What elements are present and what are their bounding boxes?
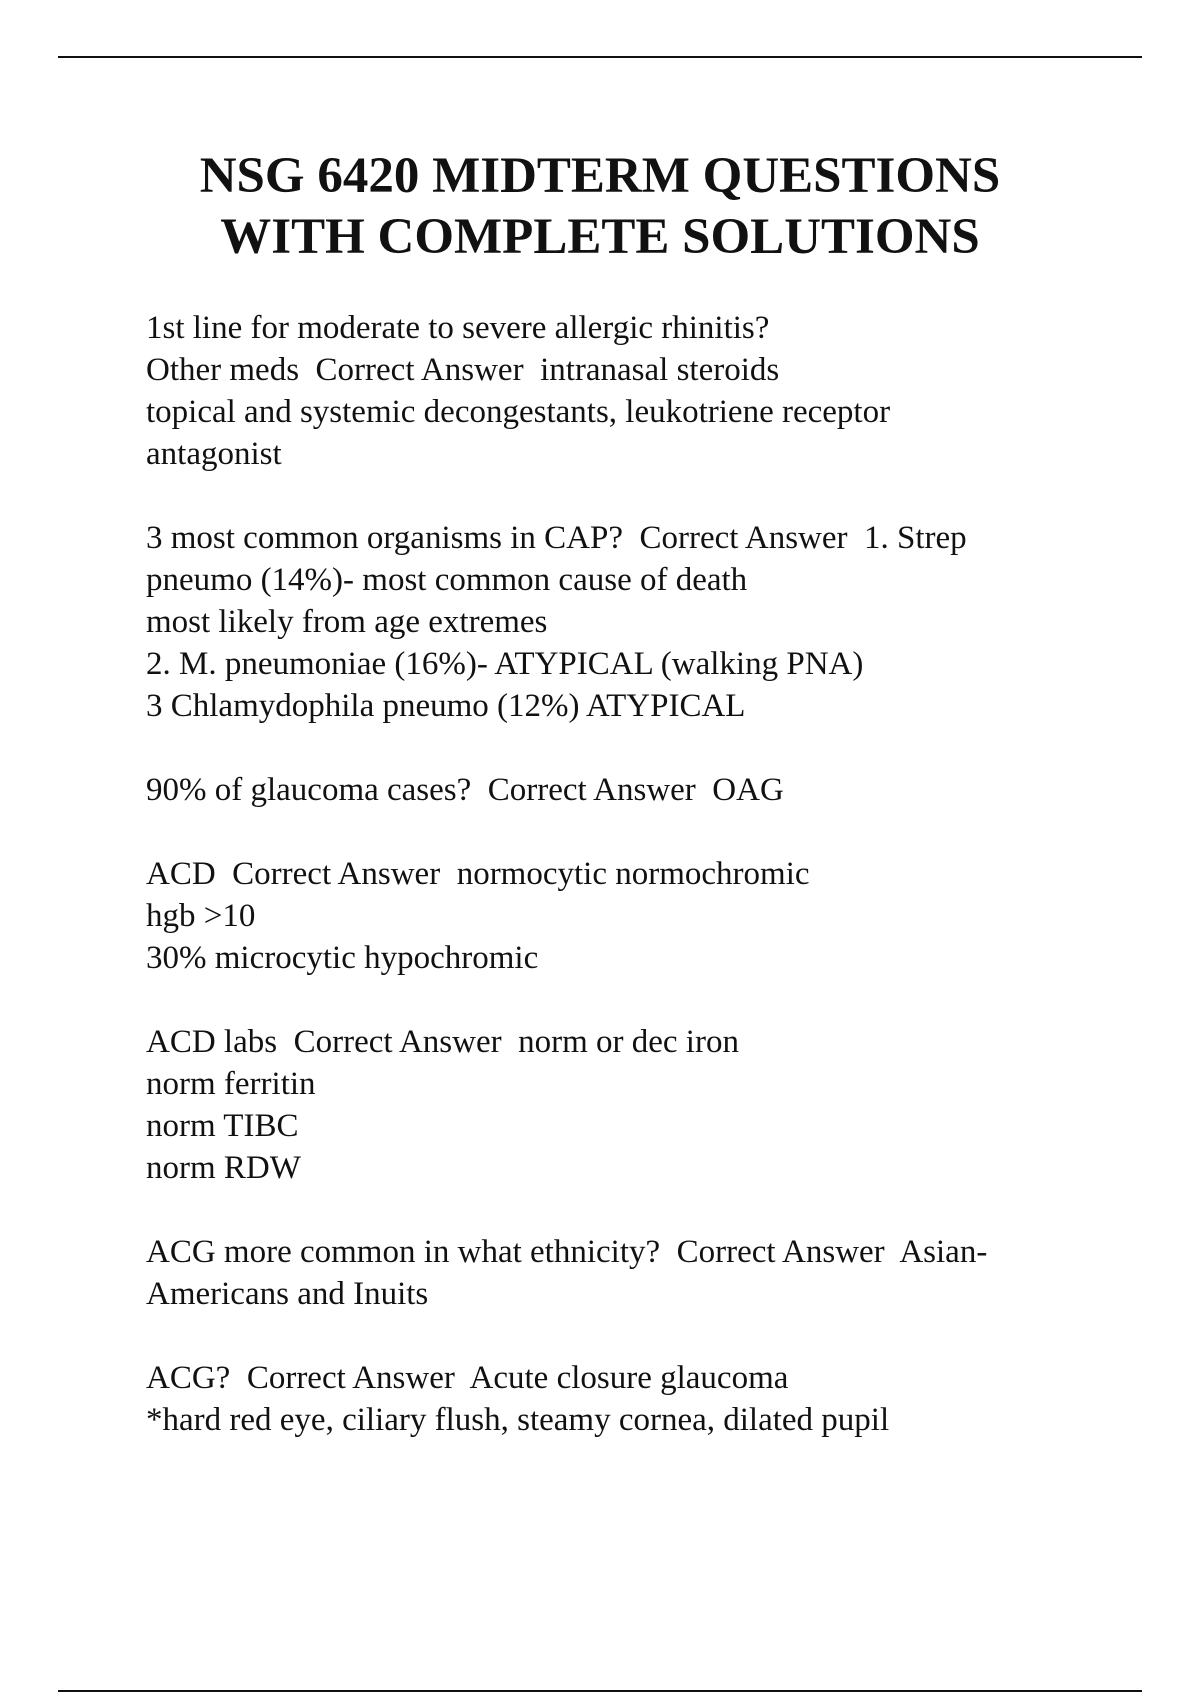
qa-line: topical and systemic decongestants, leukotriene receptor xyxy=(146,394,891,430)
qa-line: ACG more common in what ethnicity? Correct Answer Asian- xyxy=(146,1234,988,1270)
qa-line: 30% microcytic hypochromic xyxy=(146,940,539,976)
qa-line: Other meds Correct Answer intranasal steroids xyxy=(146,352,780,388)
qa-line: norm RDW xyxy=(146,1150,301,1186)
document-title xyxy=(58,146,1142,268)
qa-line: ACG? Correct Answer Acute closure glaucoma xyxy=(146,1360,789,1396)
qa-line: most likely from age extremes xyxy=(146,604,548,640)
qa-entry xyxy=(146,769,1086,811)
qa-line: hgb >10 xyxy=(146,898,256,934)
qa-entry xyxy=(146,517,1086,727)
qa-entry xyxy=(146,853,1086,979)
header-rule xyxy=(58,56,1142,58)
qa-list xyxy=(146,307,1086,1483)
title-line: WITH COMPLETE SOLUTIONS xyxy=(220,209,980,265)
qa-line: Americans and Inuits xyxy=(146,1276,429,1312)
qa-line: 2. M. pneumoniae (16%)- ATYPICAL (walking PNA) xyxy=(146,646,864,682)
qa-line: 3 Chlamydophila pneumo (12%) ATYPICAL xyxy=(146,688,746,724)
qa-entry xyxy=(146,1231,1086,1315)
qa-line: pneumo (14%)- most common cause of death xyxy=(146,562,748,598)
qa-entry xyxy=(146,307,1086,475)
qa-line: ACD Correct Answer normocytic normochromic xyxy=(146,856,810,892)
qa-line: 1st line for moderate to severe allergic rhinitis? xyxy=(146,310,770,346)
qa-line: ACD labs Correct Answer norm or dec iron xyxy=(146,1024,739,1060)
qa-entry xyxy=(146,1357,1086,1441)
footer-rule xyxy=(58,1690,1142,1692)
qa-line: norm TIBC xyxy=(146,1108,299,1144)
qa-line: *hard red eye, ciliary flush, steamy cornea, dilated pupil xyxy=(146,1402,890,1438)
qa-line: norm ferritin xyxy=(146,1066,316,1102)
qa-line: 3 most common organisms in CAP? Correct Answer 1. Strep xyxy=(146,520,967,556)
qa-entry xyxy=(146,1021,1086,1189)
title-line: NSG 6420 MIDTERM QUESTIONS xyxy=(199,148,1001,204)
qa-line: antagonist xyxy=(146,436,282,472)
qa-line: 90% of glaucoma cases? Correct Answer OAG xyxy=(146,772,784,808)
